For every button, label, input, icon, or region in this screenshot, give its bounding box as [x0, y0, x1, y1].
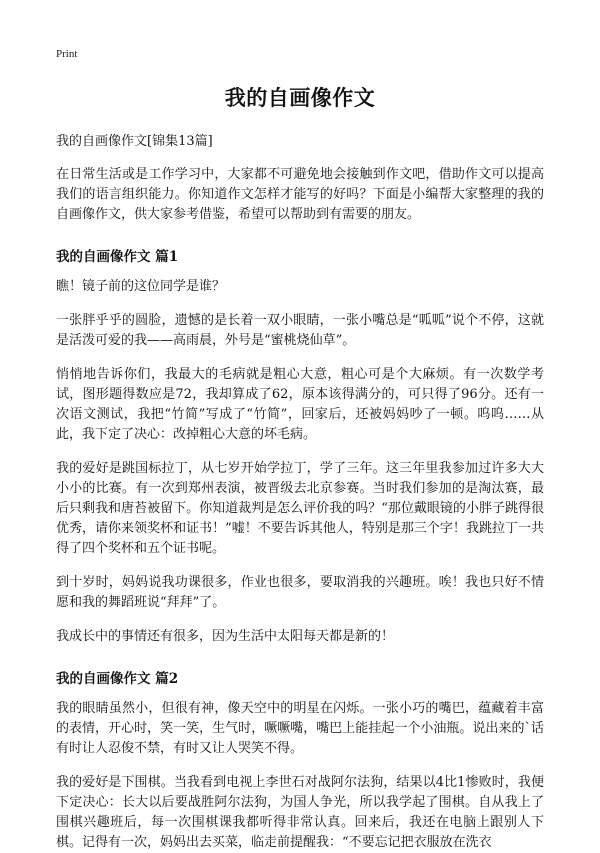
intro-paragraph: 在日常生活或是工作学习中，大家都不可避免地会接触到作文吧，借助作文可以提高我们的语言组织能力。你知道作文怎样才能写的好吗？下面是小编帮大家整理的我的自画像作文，供大家参考借鉴，希望可以帮助到有需要的朋友。 — [56, 167, 544, 222]
section-2-paragraph: 我的爱好是下围棋。当我看到电视上李世石对战阿尔法狗，结果以4比1惨败时，我便下定决心：长大以后要战胜阿尔法狗，为国人争光，所以我学起了围棋。自从我上了围棋兴趣班后，每一次围棋课我都听得非常认真。回来后，我还在电脑上跟别人下棋。记得有一次，妈妈出去买菜，临走前提醒我：“不要忘记把衣服放在洗衣 — [56, 775, 544, 850]
section-1-paragraph: 我成长中的事情还有很多，因为生活中太阳每天都是新的！ — [56, 629, 395, 644]
section-1-paragraph: 我的爱好是跳国标拉丁，从七岁开始学拉丁，学了三年。这三年里我参加过许多大大小小的比赛。有一次到郑州表演，被晋级去北京参赛。当时我们参加的是淘汰赛，最后只剩我和唐苔被留下。你知道裁判是怎么评价我的吗？“那位戴眼镜的小胖子跳得很优秀，请你来领奖杯和证书！”嘘！不要告诉其他人，特别是那三个字！我跳拉丁一共得了四个奖杯和五个证书呢。 — [56, 461, 544, 556]
document-subtitle: 我的自画像作文[锦集13篇] — [56, 134, 213, 149]
section-2-paragraph: 我的眼睛虽然小，但很有神，像天空中的明星在闪烁。一张小巧的嘴巴，蕴藏着丰富的表情，开心时，笑一笑，生气时，噘噘嘴，嘴巴上能挂起一个小油瓶。说出来的`话有时让人忍俊不禁，有时又让人哭笑不得。 — [56, 701, 544, 756]
section-1-paragraph: 悄悄地告诉你们，我最大的毛病就是粗心大意，粗心可是个大麻烦。有一次数学考试，图形题得数应是72，我却算成了62，原本该得满分的，可只得了96分。还有一次语文测试，我把“竹简”写成了“竹简”，回家后，还被妈妈吵了一顿。呜呜……从此，我下定了决心：改掉粗心大意的坏毛病。 — [56, 367, 544, 442]
document-title: 我的自画像作文 — [224, 85, 376, 110]
section-heading-2: 我的自画像作文 篇2 — [56, 671, 179, 687]
section-heading-1: 我的自画像作文 篇1 — [56, 249, 179, 265]
section-1-paragraph: 一张胖乎乎的圆脸，遗憾的是长着一双小眼睛，一张小嘴总是“呱呱”说个不停，这就是活泼可爱的我——高雨晨，外号是“蜜桃烧仙草”。 — [56, 313, 544, 348]
section-1-paragraph: 瞧！镜子前的这位同学是谁？ — [56, 279, 226, 294]
section-1-paragraph: 到十岁时，妈妈说我功课很多，作业也很多，要取消我的兴趣班。唉！我也只好不情愿和我的舞蹈班说“拜拜”了。 — [56, 575, 544, 610]
print-label: Print — [56, 48, 78, 60]
